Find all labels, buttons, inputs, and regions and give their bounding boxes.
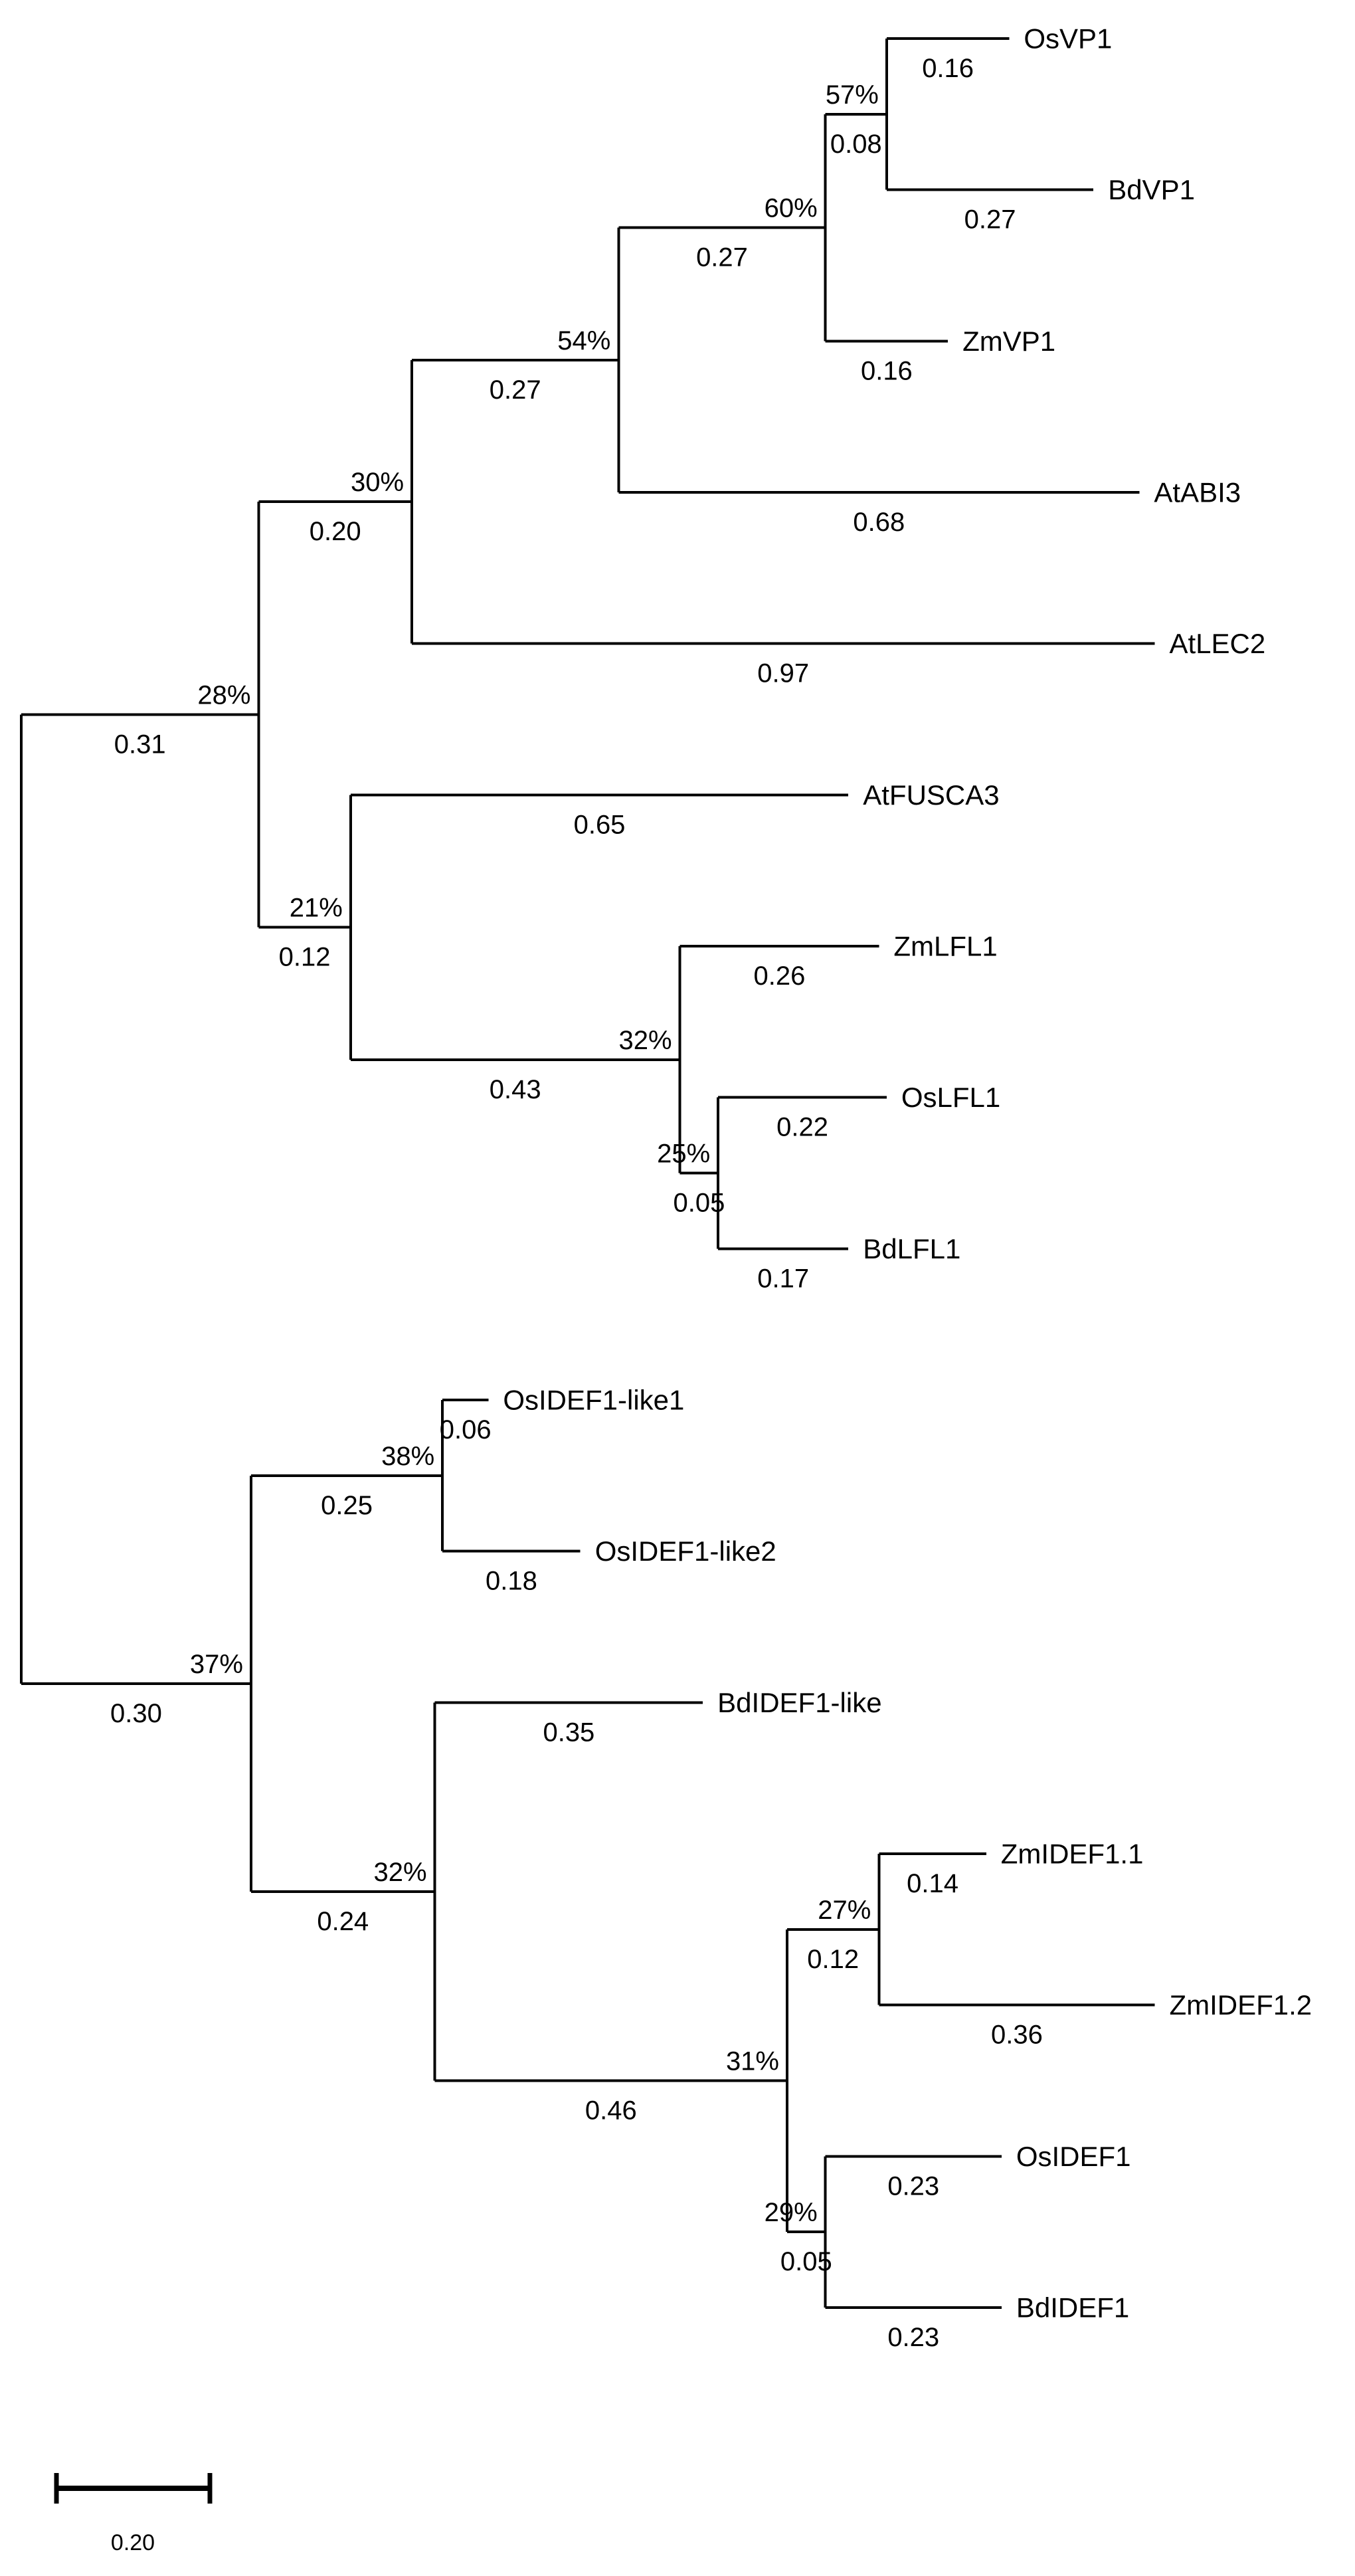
tip-label-OsIDEF1-like2: OsIDEF1-like2 [594, 1536, 776, 1567]
branch-length-label: 0.22 [776, 1112, 828, 1142]
bootstrap-label: 32% [618, 1025, 672, 1055]
tip-label-AtLEC2: AtLEC2 [1169, 628, 1266, 660]
bootstrap-label: 54% [557, 326, 611, 355]
branch-length-label: 0.12 [807, 1944, 859, 1974]
branch-length-label: 0.27 [696, 243, 748, 272]
branch-length-label: 0.16 [922, 54, 974, 83]
branch-length-label: 0.65 [573, 810, 626, 840]
tip-label-OsVP1: OsVP1 [1024, 23, 1113, 54]
tip-label-BdVP1: BdVP1 [1108, 174, 1195, 206]
branch-length-label: 0.30 [110, 1698, 162, 1728]
scale-bar-value: 0.20 [110, 2530, 155, 2555]
tip-label-BdIDEF1-like: BdIDEF1-like [717, 1686, 882, 1718]
bootstrap-label: 37% [189, 1649, 243, 1679]
branch-length-label: 0.08 [830, 129, 882, 159]
branch-length-label: 0.14 [907, 1869, 958, 1899]
tip-label-OsLFL1: OsLFL1 [901, 1082, 1001, 1114]
branch-length-label: 0.24 [317, 1906, 369, 1936]
branch-length-label: 0.18 [485, 1566, 537, 1596]
branch-length-label: 0.05 [673, 1188, 725, 1218]
branch-length-label: 0.43 [489, 1074, 541, 1104]
branch-length-label: 0.27 [964, 205, 1016, 235]
tip-label-ZmLFL1: ZmLFL1 [893, 930, 998, 962]
bootstrap-label: 57% [825, 80, 879, 110]
bootstrap-label: 25% [657, 1139, 711, 1169]
branch-length-label: 0.25 [321, 1490, 373, 1520]
branch-length-label: 0.97 [757, 658, 810, 688]
branch-length-label: 0.12 [278, 942, 331, 972]
branch-length-label: 0.20 [309, 517, 361, 547]
bootstrap-label: 31% [725, 2046, 779, 2076]
branch-length-label: 0.05 [780, 2247, 832, 2277]
tip-label-ZmVP1: ZmVP1 [962, 325, 1056, 357]
branch-length-label: 0.23 [887, 2323, 940, 2353]
tree-branches-group [21, 23, 1312, 2353]
branch-length-label: 0.68 [853, 508, 905, 538]
bootstrap-label: 29% [764, 2198, 818, 2228]
scale-bar [56, 2473, 210, 2555]
bootstrap-label: 60% [764, 193, 818, 223]
tip-label-BdLFL1: BdLFL1 [863, 1233, 961, 1264]
bootstrap-label: 30% [350, 468, 405, 498]
tip-label-BdIDEF1: BdIDEF1 [1016, 2292, 1130, 2324]
tip-label-OsIDEF1-like1: OsIDEF1-like1 [503, 1384, 685, 1416]
branch-length-label: 0.35 [543, 1718, 595, 1747]
tip-label-OsIDEF1: OsIDEF1 [1016, 2140, 1131, 2172]
tip-label-ZmIDEF1.2: ZmIDEF1.2 [1169, 1989, 1312, 2021]
bootstrap-label: 21% [289, 893, 343, 923]
tip-label-ZmIDEF1.1: ZmIDEF1.1 [1000, 1838, 1144, 1870]
bootstrap-label: 38% [381, 1441, 435, 1471]
branch-length-label: 0.27 [489, 375, 541, 405]
tip-label-AtABI3: AtABI3 [1154, 476, 1241, 508]
branch-length-label: 0.17 [757, 1264, 810, 1294]
branch-length-label: 0.26 [753, 961, 806, 991]
branch-length-label: 0.16 [860, 356, 913, 386]
bootstrap-label: 32% [373, 1857, 427, 1887]
tip-label-AtFUSCA3: AtFUSCA3 [863, 779, 1000, 811]
branch-length-label: 0.46 [585, 2096, 637, 2126]
branch-length-label: 0.36 [990, 2020, 1043, 2050]
bootstrap-label: 28% [197, 680, 251, 710]
branch-length-label: 0.31 [114, 730, 166, 759]
branch-length-label: 0.06 [439, 1415, 492, 1445]
bootstrap-label: 27% [818, 1895, 871, 1925]
branch-length-label: 0.23 [887, 2171, 940, 2201]
